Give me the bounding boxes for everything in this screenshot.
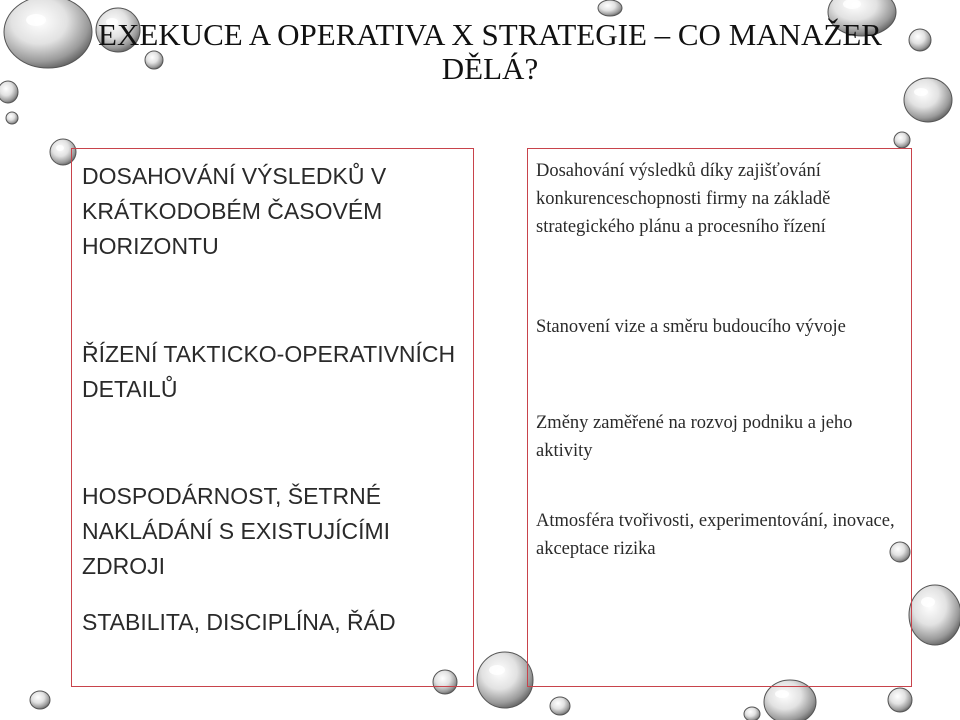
slide-title: EXEKUCE A OPERATIVA X STRATEGIE – CO MANAŽER DĚLÁ? <box>98 17 882 86</box>
left-item-tactical-operative-details: ŘÍZENÍ TAKTICKO-OPERATIVNÍCH DETAILŮ <box>82 341 456 402</box>
right-item-creativity-risk: Atmosféra tvořivosti, experimentování, inovace, akceptace rizika <box>536 511 895 559</box>
right-column-box <box>527 148 912 687</box>
right-item-competitiveness: Dosahování výsledků díky zajišťování konkurenceschopnosti firmy na základě strategického plánu a procesního řízení <box>536 161 831 237</box>
left-column-box <box>71 148 474 687</box>
left-item-short-term-results: DOSAHOVÁNÍ VÝSLEDKŮ V KRÁTKODOBÉM ČASOVÉM HORIZONTU <box>82 163 387 259</box>
right-item-changes-development: Změny zaměřené na rozvoj podniku a jeho aktivity <box>536 413 853 461</box>
left-item-economy-resources: HOSPODÁRNOST, ŠETRNÉ NAKLÁDÁNÍ S EXISTUJÍCÍMI ZDROJI <box>82 483 391 579</box>
left-item-stability-discipline: STABILITA, DISCIPLÍNA, ŘÁD <box>82 609 396 635</box>
right-item-vision-direction: Stanovení vize a směru budoucího vývoje <box>536 317 846 337</box>
